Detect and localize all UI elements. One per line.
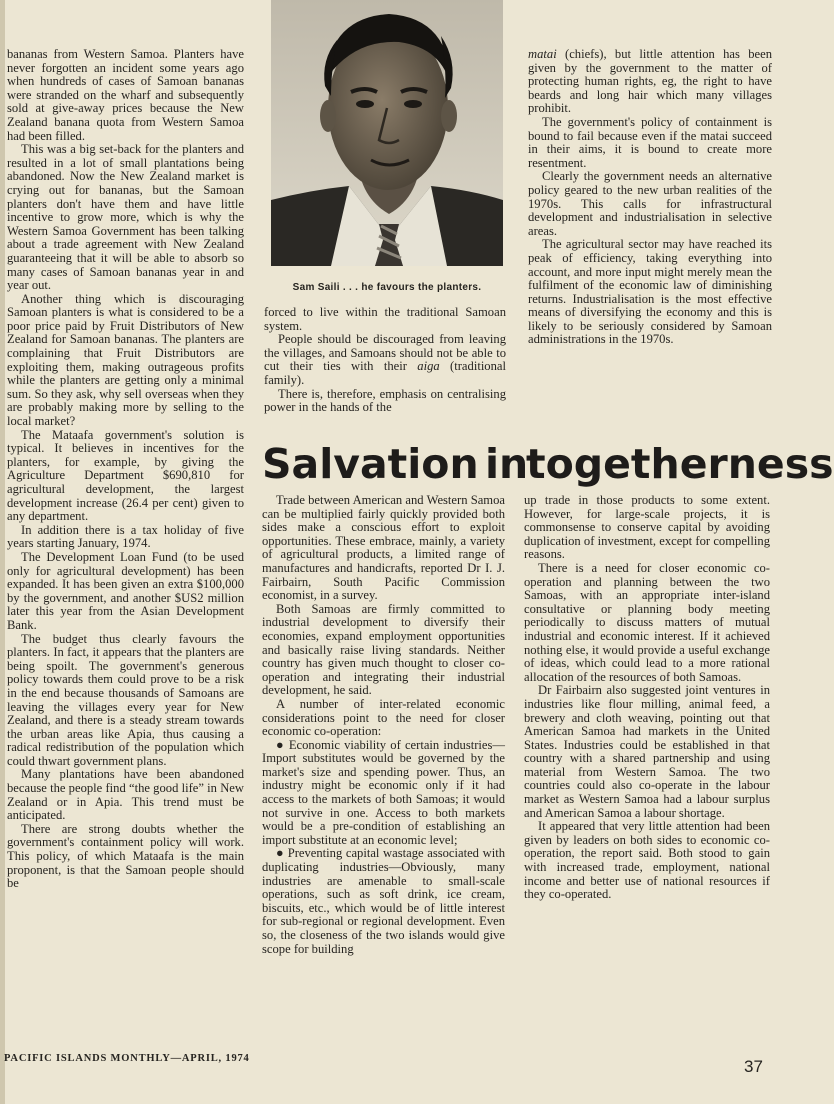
paragraph: There are strong doubts whether the government's containment policy will work. This policy, of which Mataafa is the main proponent, is that the Samoan people should be bbox=[7, 821, 244, 891]
paragraph: The budget thus clearly favours the planters. In fact, it appears that the planters are being spoilt. The government's generous policy towards them could prove to be a risk in the end because thousands of Samoans are leaving the villages every year for New Zealand, and there is a steady stream towards the urban areas like Apia, thus causing a radical redistribution of the population which could thwart government plans. bbox=[7, 631, 244, 768]
page-number: 37 bbox=[744, 1057, 763, 1076]
paragraph: There is a need for closer economic co-operation and planning between the two Samoas, with an appropriate inter-island consultative or planning body meeting periodically to discuss matters of mutual industrial and economic interest. If it achieved nothing else, it would provide a useful exchange of ideas, which could lead to a more rational allocation of the resources of both Samoas. bbox=[524, 560, 770, 684]
middle-column-top bbox=[264, 306, 506, 415]
paragraph: forced to live within the traditional Samoan system. bbox=[264, 305, 506, 333]
paragraph: The Mataafa government's solution is typical. It believes in incentives for the planters, for example, by giving the Agriculture Department $690,810 for agricultural development, the largest development increase (26.4 per cent) given to any department. bbox=[7, 427, 244, 524]
page-spine-edge bbox=[0, 0, 5, 1104]
right-column-top bbox=[528, 48, 772, 347]
text-run: (chiefs), but little attention has been given by the government to the matter of protecting human rights, eg, the right to have beards and long hair which many villages prohibit. bbox=[528, 47, 772, 116]
article-headline bbox=[262, 440, 834, 488]
headline-word: in bbox=[485, 440, 529, 488]
paragraph: This was a big set-back for the planters and resulted in a lot of small plantations being abandoned. Now the New Zealand market is crying out for bananas, but the Samoan planters don't have them and have little incentive to grow more, which is why the Western Samoa Government has been talking about a trade agreement with New Zealand guaranteeing that it will be able to absorb so many cases of Samoan bananas year in and year out. bbox=[7, 142, 244, 293]
portrait-illustration bbox=[271, 0, 503, 266]
paragraph: Dr Fairbairn also suggested joint ventures in industries like flour milling, animal feed, a brewery and cloth weaving, pointing out that American Samoa had markets in the United States. Industries could be established in that country with a shared partnership and using material from Western Samoa. The two countries could also co-operate in the labour market as Western Samoa had a labour surplus and American Samoa a labour shortage. bbox=[524, 683, 770, 820]
publication-footer: PACIFIC ISLANDS MONTHLY—APRIL, 1974 bbox=[4, 1053, 250, 1064]
paragraph: Trade between American and Western Samoa can be multiplied fairly quickly provided both sides make a conscious effort to exploit opportunities. These embrace, mainly, a variety of agricultural products, a limited range of manufactures and handicrafts, reported Dr I. J. Fairbairn, South Pacific Commission economist, in a survey. bbox=[262, 493, 505, 603]
article-column-left bbox=[262, 494, 505, 956]
paragraph: The Development Loan Fund (to be used only for agricultural development) has been expanded. It has been given an extra $100,000 by the government, and another $US2 million later this year from the Asian Development Bank. bbox=[7, 549, 244, 632]
paragraph: Many plantations have been abandoned because the people find “the good life” in New Zealand or in Apia. This trend must be anticipated. bbox=[7, 767, 244, 823]
paragraph: Another thing which is discouraging Samoan planters is what is considered to be a poor price paid by Fruit Distributors of New Zealand for Samoan bananas. The planters are complaining that Fruit Distributors are exploiting them, making outrageous profits while the planters are getting only a minimal sum. So they ask, why sell overseas when they are probably making more by selling to the local market? bbox=[7, 291, 244, 429]
italic-term: aiga bbox=[417, 359, 440, 374]
photo-caption: Sam Saili . . . he favours the planters. bbox=[292, 282, 482, 293]
paragraph bbox=[264, 333, 506, 387]
text-run: People should be discouraged from leaving the villages, and Samoans should not be able to cut their ties with their bbox=[264, 332, 506, 374]
bullet-paragraph: ● Economic viability of certain industries—Import substitutes would be governed by the market's size and spending power. Thus, an industry might be economic only if it had access to the markets of both Samoas; it would not survive in one. Access to both markets would be a pre-condition of establishing an import substitute at an economic level; bbox=[262, 737, 505, 847]
paragraph: The government's policy of containment is bound to fail because even if the matai succeed in their aims, it is bound to create more resentment. bbox=[528, 114, 772, 170]
headline-word: Salvation bbox=[262, 440, 479, 488]
paragraph: Both Samoas are firmly committed to industrial development to diversify their economies, expand employment opportunities and basically raise living standards. Neither country has given much thought to closer co-operation and integrating their industrial development, he said. bbox=[262, 601, 505, 698]
paragraph: A number of inter-related economic considerations point to the need for closer economic co-operation: bbox=[262, 696, 505, 739]
headline-word: togetherness bbox=[526, 440, 834, 488]
bullet-paragraph: ● Preventing capital wastage associated with duplicating industries—Obviously, many industries are amenable to small-scale operations, such as soft drink, ice cream, biscuits, etc., which would be of little interest for sub-regional or regional development. Even so, the closeness of the two islands would give scope for building bbox=[262, 846, 505, 956]
paragraph: Clearly the government needs an alternative policy geared to the new urban realities of the 1970s. This calls for infrastructural development and industrialisation in selective areas. bbox=[528, 169, 772, 238]
paragraph: It appeared that very little attention had been given by leaders on both sides to economic co-operation, the report said. Both stood to gain with increased trade, employment, national income and better use of national resources if they co-operated. bbox=[524, 819, 770, 902]
paragraph: up trade in those products to some extent. However, for large-scale projects, it is commonsense to conserve capital by avoiding duplication of investment, except for compelling reasons. bbox=[524, 493, 770, 562]
text-run: (traditional family). bbox=[264, 359, 506, 387]
paragraph: In addition there is a tax holiday of five years starting January, 1974. bbox=[7, 522, 244, 551]
left-column bbox=[7, 48, 244, 891]
paragraph: There is, therefore, emphasis on centralising power in the hands of the bbox=[264, 386, 506, 415]
portrait-photo bbox=[271, 0, 503, 266]
paragraph: bananas from Western Samoa. Planters have never forgotten an incident some years ago when hundreds of cases of Samoan bananas were stranded on the wharf and subsequently sold at give-away prices because the New Zealand banana quota from Western Samoa had been filled. bbox=[7, 47, 244, 143]
italic-term: matai bbox=[528, 47, 557, 61]
paragraph bbox=[528, 48, 772, 116]
paragraph: The agricultural sector may have reached its peak of efficiency, taking everything into account, and more input might merely mean the fulfilment of the economic law of diminishing returns. Industrialisation is the most effective means of diversifying the economy and this is likely to be seriously considered by Samoan administrations in the 1970s. bbox=[528, 237, 772, 347]
article-column-right bbox=[524, 494, 770, 902]
